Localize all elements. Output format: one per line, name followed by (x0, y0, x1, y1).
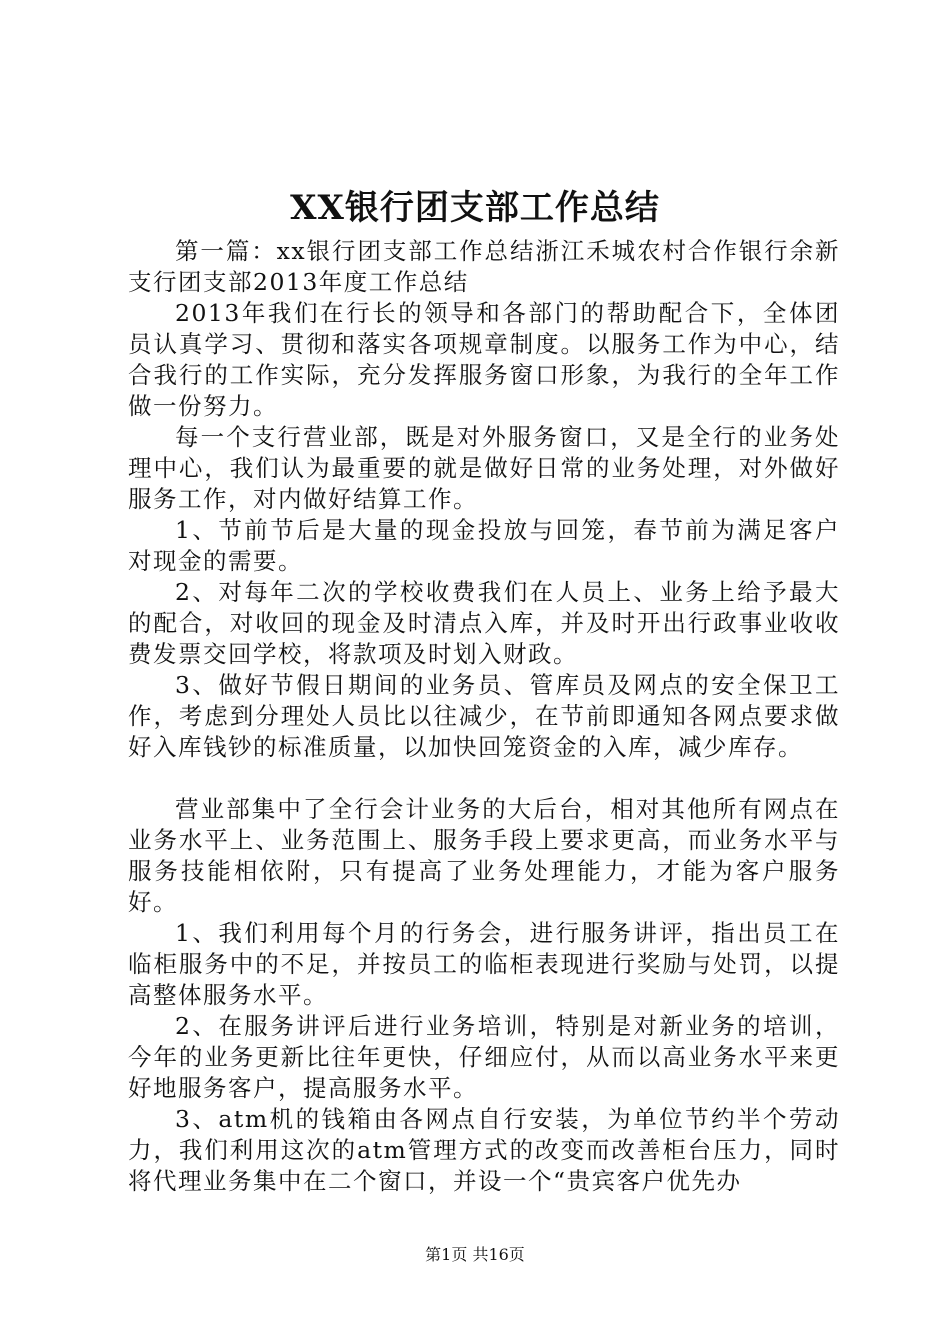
paragraph-4: 1、节前节后是大量的现金投放与回笼，春节前为满足客户对现金的需要。 (128, 516, 840, 575)
paragraph-3: 每一个支行营业部，既是对外服务窗口，又是全行的业务处理中心，我们认为最重要的就是做好日常的业务处理，对外做好服务工作，对内做好结算工作。 (128, 423, 840, 513)
paragraph-5: 2、对每年二次的学校收费我们在人员上、业务上给予最大的配合，对收回的现金及时清点入库，并及时开出行政事业收收费发票交回学校，将款项及时划入财政。 (128, 578, 840, 668)
paragraph-7: 营业部集中了全行会计业务的大后台，相对其他所有网点在业务水平上、业务范围上、服务手段上要求更高，而业务水平与服务技能相依附，只有提高了业务处理能力，才能为客户服务好。 (128, 795, 840, 916)
paragraph-1: 第一篇：xx银行团支部工作总结浙江禾城农村合作银行余新支行团支部2013年度工作总结 (128, 237, 840, 296)
paragraph-8: 1、我们利用每个月的行务会，进行服务讲评，指出员工在临柜服务中的不足，并按员工的临柜表现进行奖励与处罚，以提高整体服务水平。 (128, 919, 840, 1009)
paragraph-6: 3、做好节假日期间的业务员、管库员及网点的安全保卫工作，考虑到分理处人员比以往减少，在节前即通知各网点要求做好入库钱钞的标准质量，以加快回笼资金的入库，减少库存。 (128, 671, 840, 761)
page-footer: 第1页 共16页 (425, 1245, 525, 1264)
paragraph-2: 2013年我们在行长的领导和各部门的帮助配合下，全体团员认真学习、贯彻和落实各项规章制度。以服务工作为中心，结合我行的工作实际，充分发挥服务窗口形象，为我行的全年工作做一份努力。 (128, 299, 840, 420)
document-body (128, 236, 840, 1197)
document-title: XX银行团支部工作总结 (290, 188, 660, 228)
paragraph-10: 3、atm机的钱箱由各网点自行安装，为单位节约半个劳动力，我们利用这次的atm管理方式的改变而改善柜台压力，同时将代理业务集中在二个窗口，并设一个“贵宾客户优先办 (128, 1105, 840, 1195)
paragraph-9: 2、在服务讲评后进行业务培训，特别是对新业务的培训，今年的业务更新比往年更快，仔细应付，从而以高业务水平来更好地服务客户，提高服务水平。 (128, 1012, 840, 1102)
